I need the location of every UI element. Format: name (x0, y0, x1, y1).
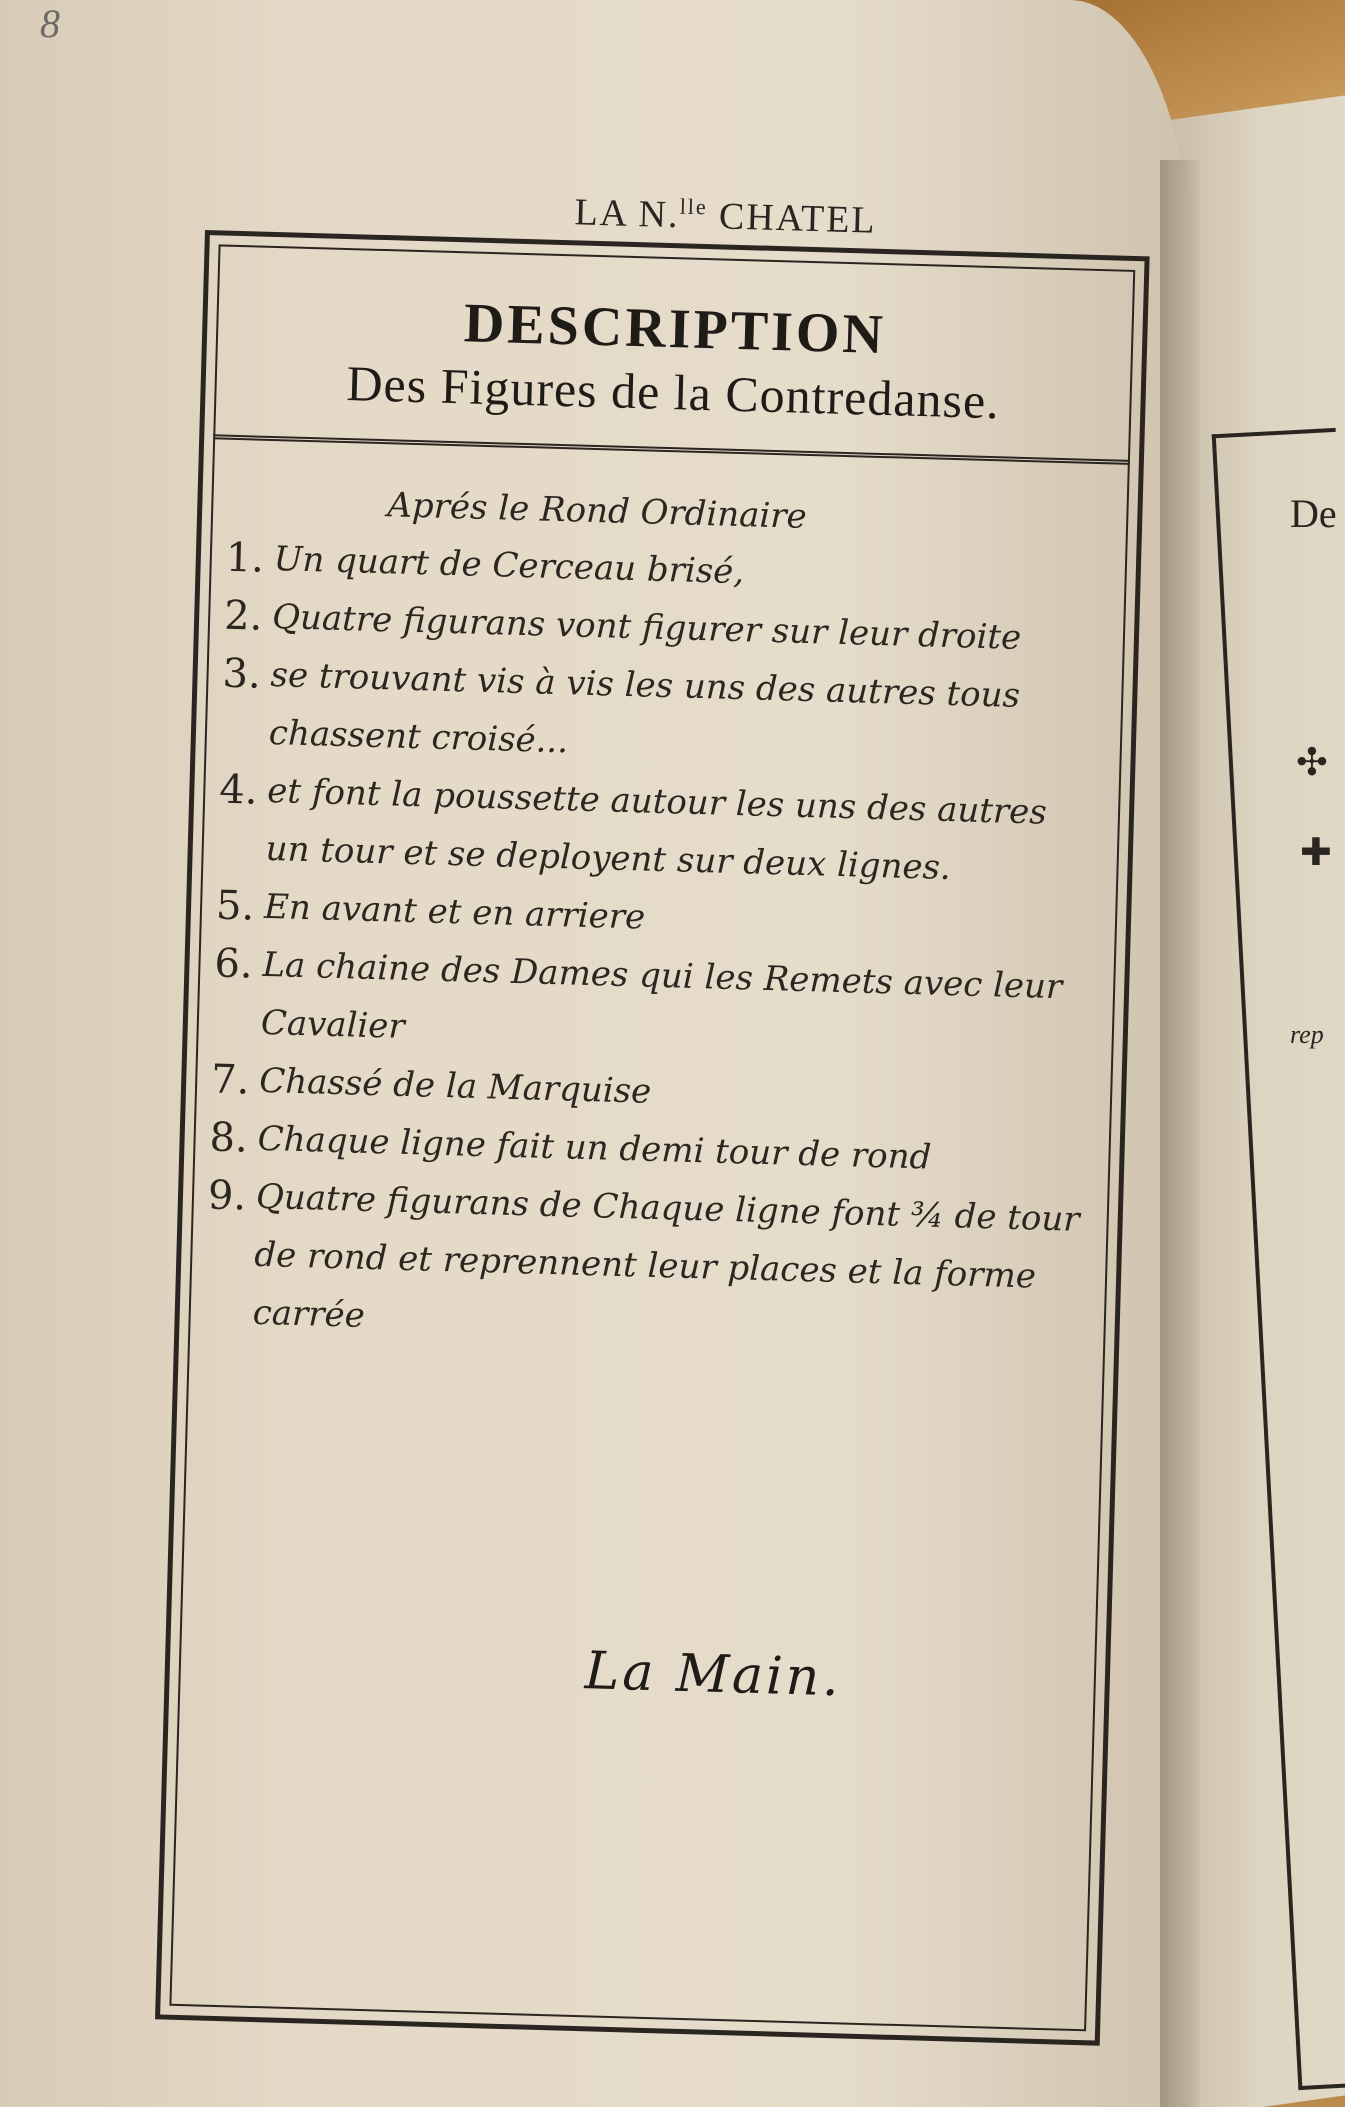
figure-number: 4. (218, 766, 259, 814)
figure-number: 7. (210, 1056, 251, 1104)
facing-page-title-fragment: De (1290, 491, 1337, 536)
dance-figure-icon: ✣ (1296, 742, 1328, 784)
dance-figure-icon: ✚ (1300, 832, 1332, 874)
pencil-mark: 8 (40, 1, 60, 46)
page-subtitle: Des Figures de la Contredanse. (345, 355, 1001, 430)
figures-description (204, 481, 1108, 1365)
engraver-signature: La Main. (584, 1641, 843, 1709)
figure-text: Chaque ligne fait un demi tour de rond (257, 1118, 932, 1178)
figure-text: Chassé de la Marquise (258, 1060, 652, 1112)
figure-number: 8. (209, 1114, 249, 1162)
figure-text: Quatre figurans de Chaque ligne font ¾ de tour de rond et reprennent leur places et la forme carrée (252, 1176, 1081, 1336)
figure-number: 9. (207, 1172, 247, 1220)
figure-text: Quatre figurans vont figurer sur leur droite (271, 597, 1022, 658)
figure-text: et font la poussette autour les uns des autres un tour et se deployent sur deux lignes. (265, 770, 1048, 889)
figure-number: 3. (221, 650, 262, 698)
figure-number: 5. (215, 882, 255, 930)
running-head-superscript: lle (679, 193, 709, 220)
facing-page-label-fragment: rep (1290, 1020, 1324, 1049)
book-gutter (1160, 160, 1200, 2107)
figure-number: 2. (223, 592, 264, 640)
figure-number: 1. (225, 534, 265, 582)
figure-text: La chaine des Dames qui les Remets avec leur Cavalier (260, 944, 1063, 1047)
running-head-rest: CHATEL (718, 195, 878, 242)
figure-text: Un quart de Cerceau brisé, (273, 539, 745, 593)
title-block (213, 244, 1135, 465)
engraved-plate (155, 191, 1150, 2046)
figure-text: En avant et en arriere (263, 886, 646, 938)
intro-line: Aprés le Rond Ordinaire (386, 485, 808, 537)
page-title: DESCRIPTION (463, 292, 887, 367)
running-head-main: LA N. (573, 191, 681, 237)
figure-number: 6. (213, 940, 254, 988)
figure-item (204, 1166, 1089, 1365)
figure-text: se trouvant vis à vis les uns des autres tous chassent croisé... (268, 655, 1021, 762)
